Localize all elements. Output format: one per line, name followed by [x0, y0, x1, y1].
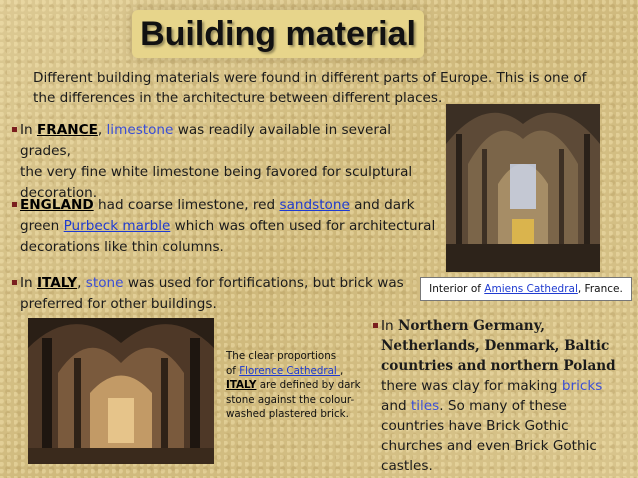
italy-prefix: In [20, 275, 37, 291]
florence-caption-italy: ITALY [226, 379, 257, 391]
florence-caption-of: of [226, 364, 240, 377]
england-text-1: had coarse limestone, red [93, 197, 280, 213]
bullet-icon [12, 127, 17, 132]
florence-cathedral-link[interactable]: Florence Cathedral [239, 364, 341, 377]
country-italy: ITALY [36, 275, 78, 291]
france-prefix: In [20, 122, 37, 138]
material-limestone: limestone [106, 122, 174, 138]
bullet-icon [373, 323, 378, 328]
north-prefix: In [381, 318, 398, 334]
florence-caption [226, 349, 374, 422]
north-countries: Northern Germany, Netherlands, Denmark, Baltic countries and northern Poland [381, 318, 616, 374]
italy-sep: , [77, 275, 86, 291]
florence-caption-line-3: are defined by dark [256, 379, 361, 391]
england-text-5: decorations like thin columns. [20, 239, 224, 255]
amiens-interior-illustration [446, 104, 600, 272]
florence-interior-illustration [28, 318, 214, 464]
country-france: FRANCE [36, 122, 98, 138]
intro-text: Different building materials were found in different parts of Europe. This is one of the differences in the architecture between different places. [33, 70, 587, 106]
sandstone-link[interactable]: sandstone [279, 197, 350, 213]
north-text-1: there was clay for making [381, 378, 562, 394]
amiens-cathedral-link[interactable]: Amiens Cathedral [484, 283, 578, 295]
material-bricks: bricks [561, 378, 603, 394]
caption-suffix: , France. [577, 283, 623, 295]
north-text-2: and [381, 398, 411, 414]
florence-caption-line-5: washed plastered brick. [226, 408, 349, 420]
material-stone: stone [85, 275, 124, 291]
purbeck-marble-link[interactable]: Purbeck marble [63, 218, 171, 234]
amiens-caption [420, 277, 632, 301]
bullet-icon [12, 280, 17, 285]
italy-text-1: was used for fortifications, but brick was [123, 275, 404, 291]
italy-paragraph [20, 273, 440, 315]
france-paragraph [20, 120, 440, 204]
england-paragraph [20, 195, 440, 258]
england-text-3: green [20, 218, 64, 234]
france-sep: , [97, 122, 107, 138]
florence-caption-line-4: stone against the colour- [226, 393, 355, 406]
bullet-icon [12, 202, 17, 207]
england-text-2: and dark [349, 197, 415, 213]
france-text-1: was readily available in several grades, [20, 122, 392, 159]
england-text-4: which was often used for architectural [170, 218, 436, 234]
florence-caption-line-1: The clear proportions [226, 350, 337, 362]
north-paragraph [381, 316, 621, 476]
italy-text-2: preferred for other buildings. [20, 296, 217, 312]
country-england: ENGLAND [20, 197, 94, 213]
florence-cathedral-photo [28, 318, 214, 464]
france-text-2: the very fine white limestone being favored for sculptural [20, 164, 413, 180]
amiens-cathedral-photo [446, 104, 600, 272]
caption-prefix: Interior of [429, 283, 485, 295]
florence-caption-comma: , [340, 364, 344, 377]
france-text-3: decoration. [20, 185, 98, 201]
north-text-3: . So many of these countries have Brick Gothic churches and even Brick Gothic castles. [381, 398, 597, 474]
slide-title: Building material [132, 10, 424, 58]
material-tiles: tiles [410, 398, 440, 414]
